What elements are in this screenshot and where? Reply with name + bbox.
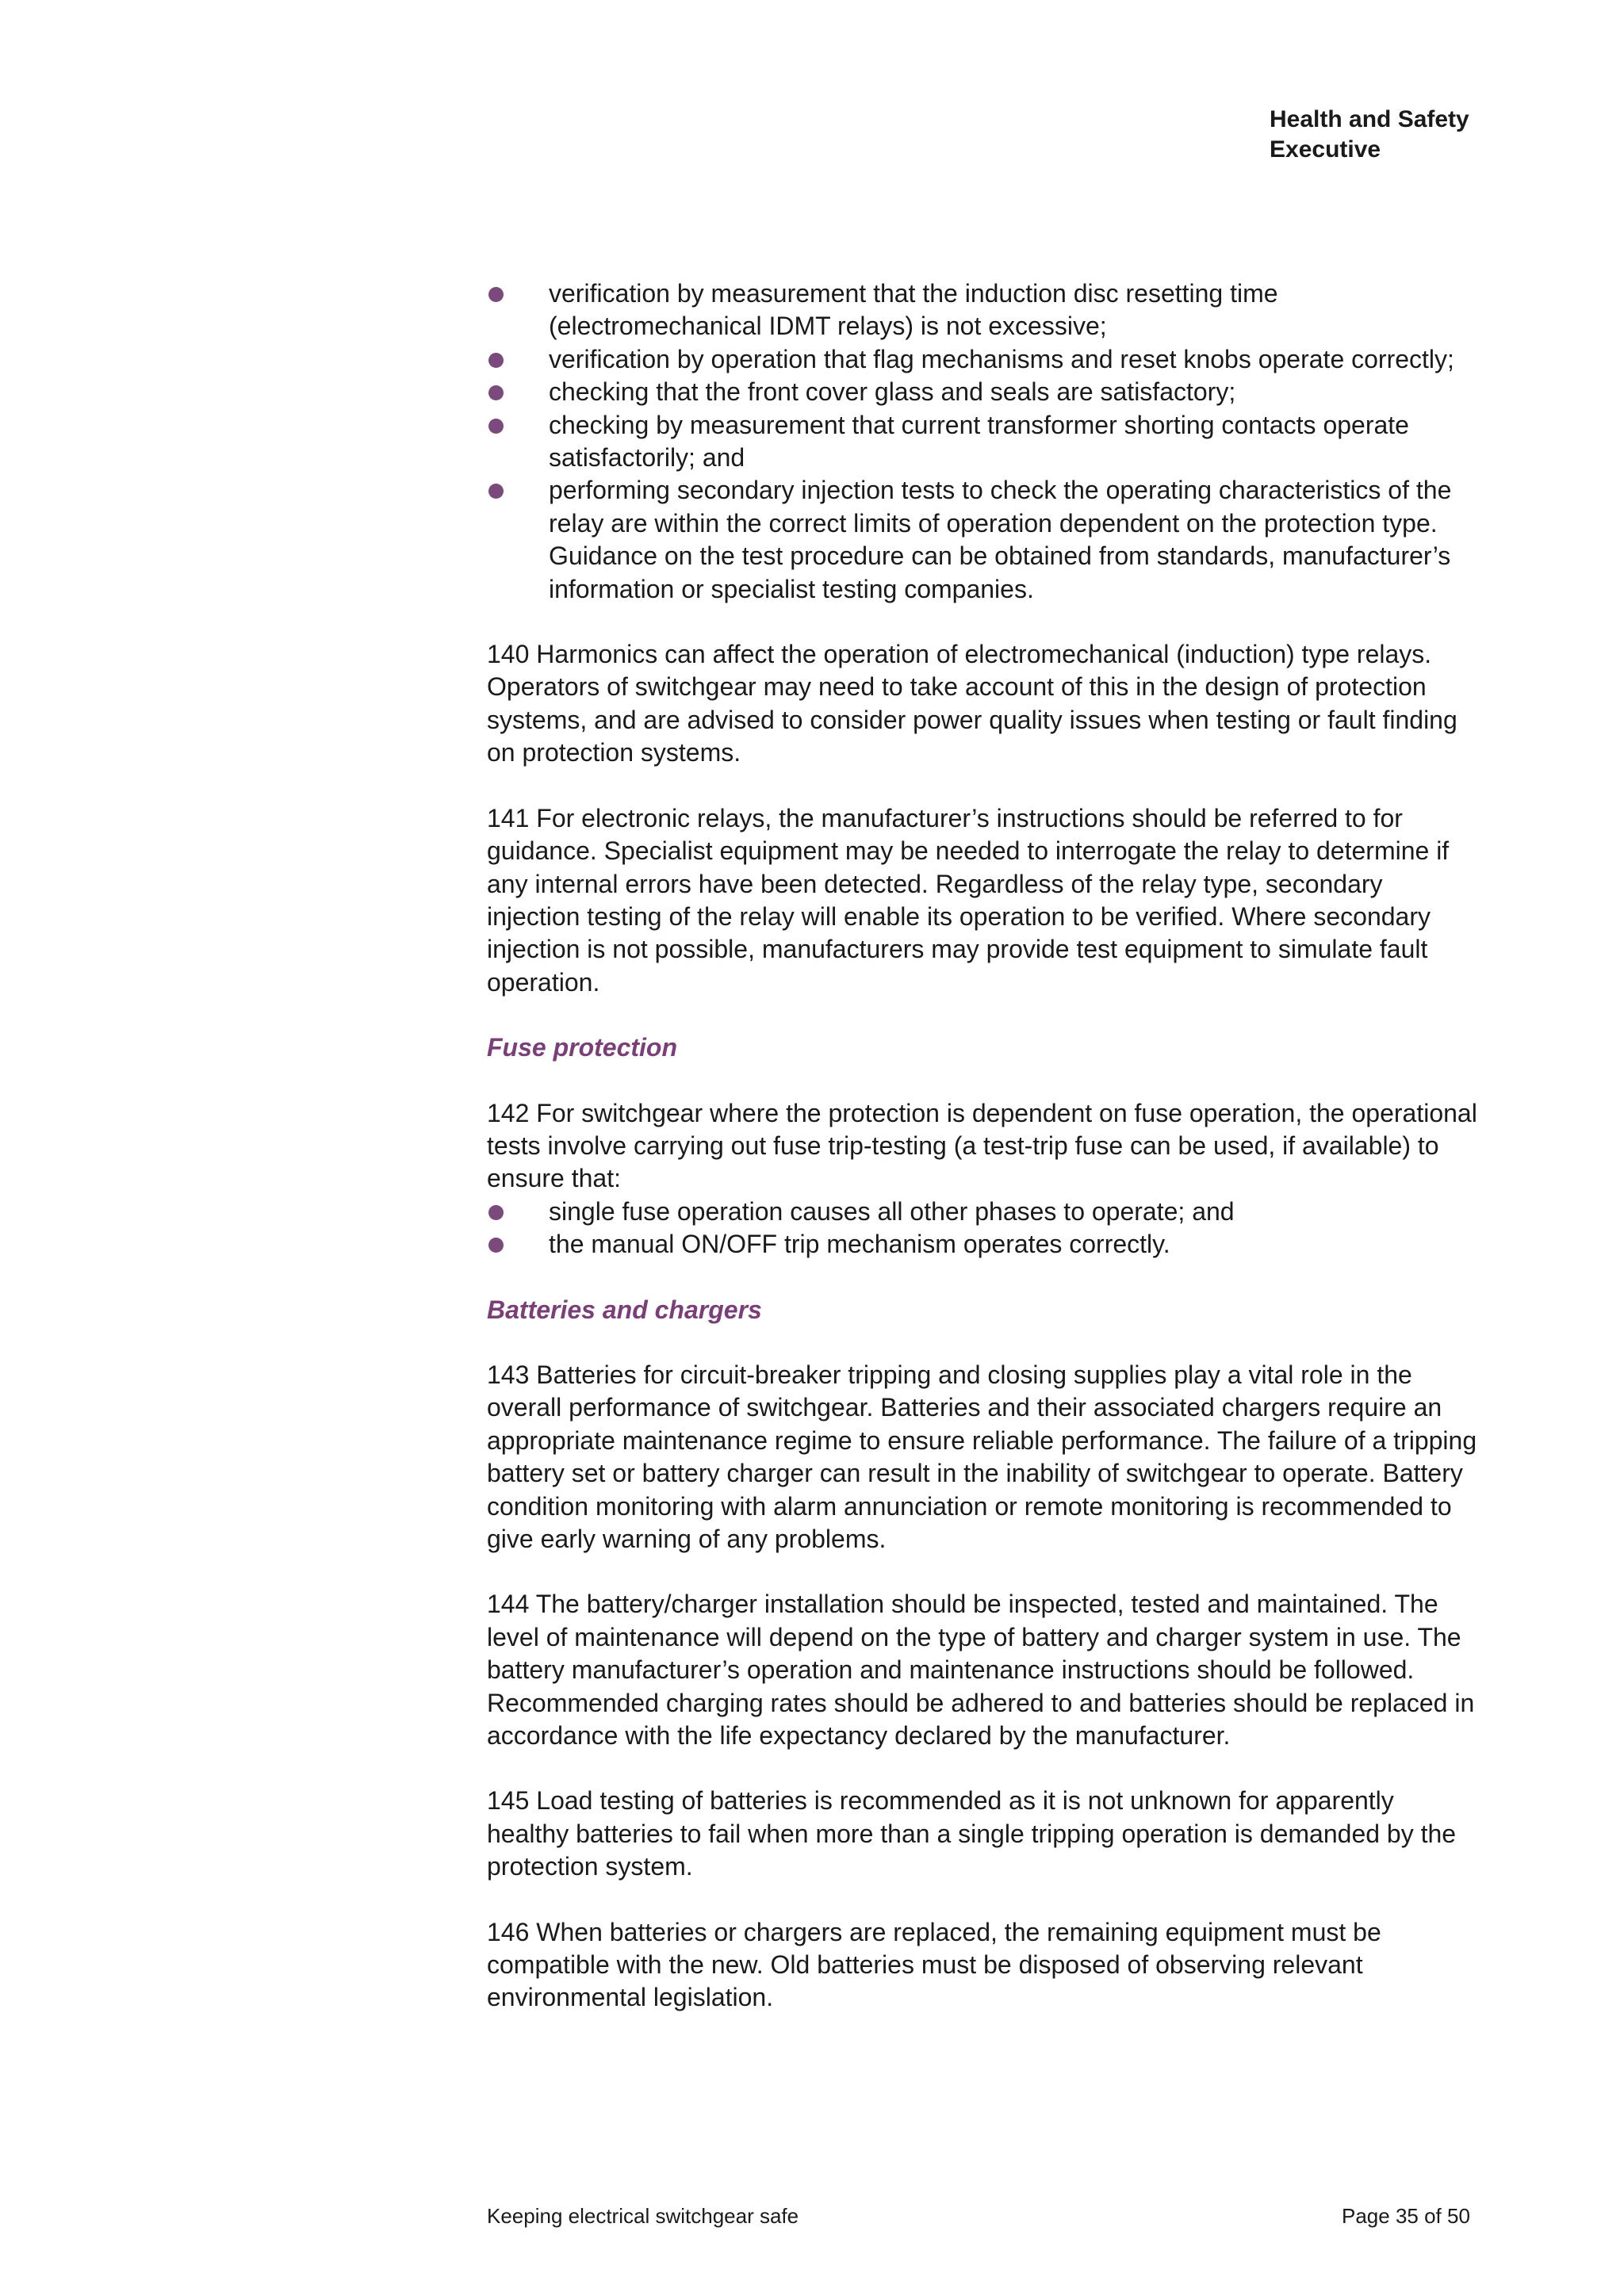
relay-checks-list (487, 277, 1478, 606)
heading-fuse-protection: Fuse protection (487, 1033, 678, 1062)
bullet-icon (488, 1238, 504, 1253)
publisher-name-line2: Executive (1270, 136, 1381, 163)
bullet-icon (488, 287, 504, 302)
paragraph-143: 143 Batteries for circuit-breaker tripping and closing supplies play a vital role in the overall performance of switchgear. Batteries and their associated chargers require an appropriate maintenance regime to ensure reliable performance. The failure of a tripping battery set or battery charger can result in the inability of switchgear to operate. Battery condition monitoring with alarm annunciation or remote monitoring is recommended to give early warning of any problems. (487, 1360, 1477, 1553)
heading-batteries-and-chargers: Batteries and chargers (487, 1295, 762, 1324)
bullet-icon (488, 484, 504, 499)
list-item: verification by measurement that the induction disc resetting time (electromechanical IDMT relays) is not excessive; (487, 277, 1478, 343)
paragraph-146: 146 When batteries or chargers are replaced, the remaining equipment must be compatible with the new. Old batteries must be disposed of observing relevant environmental legislation. (487, 1917, 1381, 2012)
list-item: verification by operation that flag mechanisms and reset knobs operate correctly; (487, 343, 1478, 376)
bullet-icon (488, 385, 504, 400)
paragraph-144: 144 The battery/charger installation should be inspected, tested and maintained. The level of maintenance will depend on the type of battery and charger system in use. The battery manufacturer’s operation and maintenance instructions should be followed. Recommended charging rates should be adhered to and batteries should be replaced in accordance with the life expectancy declared by the manufacturer. (487, 1590, 1475, 1751)
footer-document-title: Keeping electrical switchgear safe (487, 2204, 799, 2228)
main-content (487, 277, 1478, 2015)
paragraph-141: 141 For electronic relays, the manufacturer’s instructions should be referred to for guidance. Specialist equipment may be needed to interrogate the relay to determine if any internal errors have been detected. Regardless of the relay type, secondary injection testing of the relay will enable its operation to be verified. Where secondary injection is not possible, manufacturers may provide test equipment to simulate fault operation. (487, 803, 1450, 997)
bullet-icon (488, 353, 504, 368)
publisher-name-line1: Health and Safety (1270, 106, 1469, 132)
fuse-checks-list (487, 1196, 1478, 1261)
list-item: single fuse operation causes all other phases to operate; and (487, 1196, 1478, 1228)
paragraph-145: 145 Load testing of batteries is recommended as it is not unknown for apparently healthy batteries to fail when more than a single tripping operation is demanded by the protection system. (487, 1786, 1457, 1881)
list-item: checking that the front cover glass and seals are satisfactory; (487, 376, 1478, 408)
paragraph-140: 140 Harmonics can affect the operation of electromechanical (induction) type relays. Operators of switchgear may need to take account of this in the design of protection systems, and are advised to consider power quality issues when testing or fault finding on protection systems. (487, 640, 1457, 767)
publisher-header (1270, 105, 1469, 165)
footer-page-number: Page 35 of 50 (1342, 2204, 1470, 2228)
bullet-icon (488, 1205, 504, 1220)
list-item: the manual ON/OFF trip mechanism operates correctly. (487, 1228, 1478, 1261)
paragraph-142: 142 For switchgear where the protection is dependent on fuse operation, the operational tests involve carrying out fuse trip-testing (a test-trip fuse can be used, if available) to ensure that: (487, 1098, 1477, 1193)
bullet-icon (488, 419, 504, 434)
list-item: checking by measurement that current transformer shorting contacts operate satisfactorily; and (487, 409, 1478, 475)
list-item: performing secondary injection tests to check the operating characteristics of the relay are within the correct limits of operation dependent on the protection type. Guidance on the test procedure can be obtained from standards, manufacturer’s information or specialist testing companies. (487, 474, 1478, 606)
